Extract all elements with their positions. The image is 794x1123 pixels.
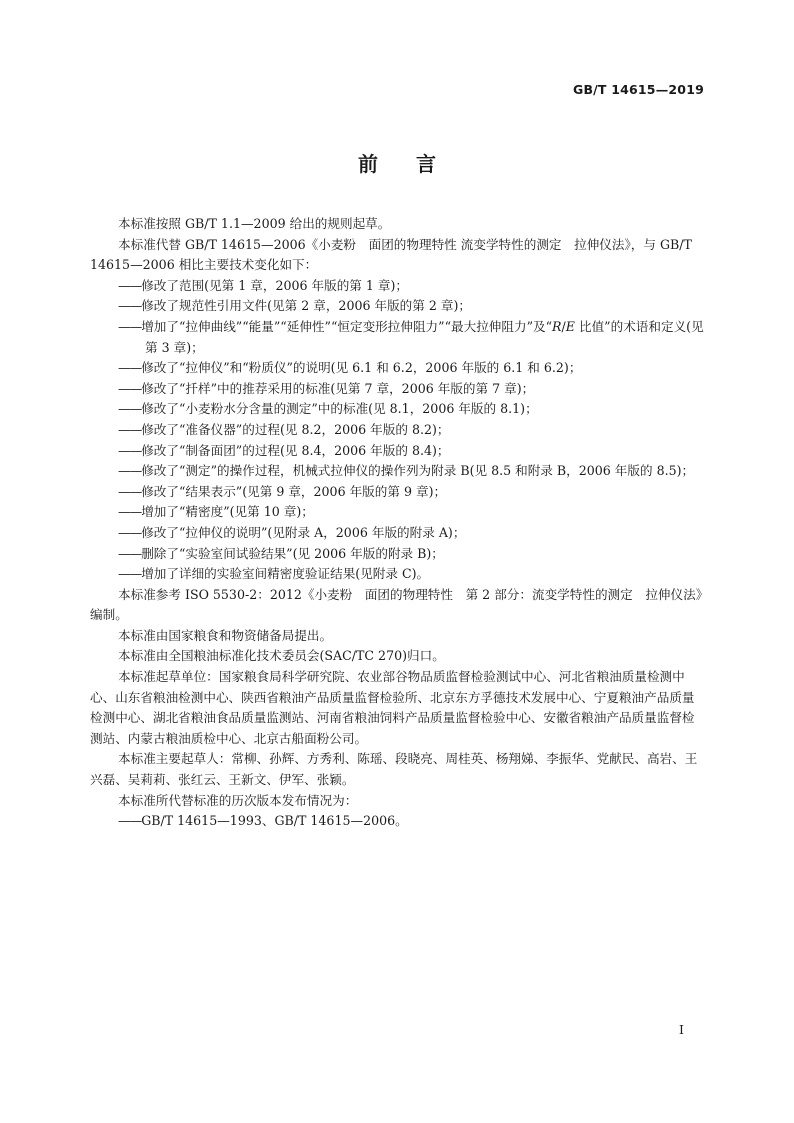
list-item — [90, 420, 705, 441]
list-item — [90, 399, 705, 420]
dash-marker: —— — [118, 380, 142, 396]
list-item-text: 修改了“扦样”中的推荐采用的标准(见第 7 章，2006 年版的第 7 章)； — [141, 380, 535, 396]
changes-list — [90, 276, 705, 585]
dash-marker: —— — [118, 360, 142, 376]
list-item — [90, 811, 705, 832]
list-item-text: 修改了“拉伸仪的说明”(见附录 A，2006 年版的附录 A)； — [141, 524, 466, 540]
list-item — [90, 358, 705, 379]
dash-marker: —— — [118, 545, 142, 561]
ratio-symbol-e: E — [565, 318, 575, 334]
list-item-text: 修改了“拉伸仪”和“粉质仪”的说明(见 6.1 和 6.2，2006 年版的 6.1 和 6.2)； — [141, 360, 582, 376]
dash-marker: —— — [118, 504, 142, 520]
list-item-text: 修改了“结果表示”(见第 9 章，2006 年版的第 9 章)； — [141, 483, 447, 499]
page-number: I — [679, 1022, 684, 1037]
list-item-text: 修改了“制备面团”的过程(见 8.4，2006 年版的 8.4)； — [141, 442, 450, 458]
list-item — [90, 482, 705, 503]
proposer-paragraph: 本标准由国家粮食和物资储备局提出。 — [118, 627, 333, 643]
list-item-text: 修改了范围(见第 1 章，2006 年版的第 1 章)； — [141, 277, 409, 293]
ratio-symbol-r: R — [552, 318, 562, 334]
dash-marker: —— — [118, 298, 142, 314]
list-item-text: 删除了“实验室间试验结果”(见 2006 年版的附录 B)； — [141, 545, 444, 561]
ratio-slash: / — [561, 318, 566, 334]
page-title: 前言 — [358, 152, 474, 176]
list-item — [90, 544, 705, 565]
dash-marker: —— — [118, 421, 142, 437]
dash-marker: —— — [118, 277, 142, 293]
list-item-text: 修改了“准备仪器”的过程(见 8.2，2006 年版的 8.2)； — [141, 421, 450, 437]
dash-marker: —— — [118, 566, 142, 582]
list-item — [90, 276, 705, 297]
dash-marker: —— — [118, 813, 142, 829]
list-item — [90, 441, 705, 462]
list-item — [90, 523, 705, 544]
dash-marker: —— — [118, 483, 142, 499]
list-item-text: 修改了“测定”的操作过程，机械式拉伸仪的操作列为附录 B(见 8.5 和附录 B，2006 年版的 8.5)； — [141, 463, 695, 479]
list-item-text: 增加了“精密度”(见第 10 章)； — [141, 504, 314, 520]
dash-marker: —— — [118, 524, 142, 540]
list-item-text: GB/T 14615—1993、GB/T 14615—2006。 — [141, 813, 408, 829]
history-intro-paragraph: 本标准所代替标准的历次版本发布情况为： — [118, 792, 358, 808]
list-item — [90, 296, 705, 317]
document-body — [90, 214, 705, 832]
drafting-rule-paragraph: 本标准按照 GB/T 1.1—2009 给出的规则起草。 — [118, 216, 391, 231]
list-item — [90, 564, 705, 585]
drafting-units-paragraph: 本标准起草单位：国家粮食局科学研究院、农业部谷物品质监督检验测试中心、河北省粮油质量检测中心、山东省粮油检测中心、陕西省粮油产品质量监督检验所、北京东方孚德技术发展中心、宁夏粮油产品质量检测中心、湖北省粮油食品质量监测站、河南省粮油饲料产品质量监督检验中心、安徽省粮油产品质量监督检测站、内蒙古粮油质检中心、北京古船面粉公司。 — [90, 669, 695, 746]
list-item — [90, 317, 705, 358]
list-item-text: 修改了“小麦粉水分含量的测定”中的标准(见 8.1，2006 年版的 8.1)； — [141, 401, 538, 417]
drafters-paragraph: 本标准主要起草人：常柳、孙辉、方秀利、陈瑶、段晓亮、周桂英、杨翔娣、李振华、党献民、高岩、王兴磊、吴莉莉、张红云、王新文、伊军、张颖。 — [90, 751, 698, 788]
reference-paragraph: 本标准参考 ISO 5530-2：2012《小麦粉 面团的物理特性 第 2 部分：流变学特性的测定 拉伸仪法》编制。 — [90, 586, 702, 623]
committee-paragraph: 本标准由全国粮油标准化技术委员会(SAC/TC 270)归口。 — [118, 648, 445, 664]
dash-marker: —— — [118, 442, 142, 458]
dash-marker: —— — [118, 318, 142, 334]
dash-marker: —— — [118, 401, 142, 417]
list-item-text: 修改了规范性引用文件(见第 2 章，2006 年版的第 2 章)； — [141, 298, 471, 314]
list-item-text: 增加了详细的实验室间精密度验证结果(见附录 C)。 — [141, 566, 430, 582]
list-item-text: 比值”的术语和定义(见第 3 章)； — [145, 318, 704, 355]
list-item — [90, 379, 705, 400]
dash-marker: —— — [118, 463, 142, 479]
list-item — [90, 502, 705, 523]
replacement-paragraph: 本标准代替 GB/T 14615—2006《小麦粉 面团的物理特性 流变学特性的测定 拉伸仪法》，与 GB/T 14615—2006 相比主要技术变化如下： — [90, 236, 692, 273]
list-item-text: 增加了“拉伸曲线”“能量”“延伸性”“恒定变形拉伸阻力”“最大拉伸阻力”及“ — [141, 318, 553, 334]
standard-code: GB/T 14615—2019 — [572, 82, 704, 97]
list-item — [90, 461, 705, 482]
